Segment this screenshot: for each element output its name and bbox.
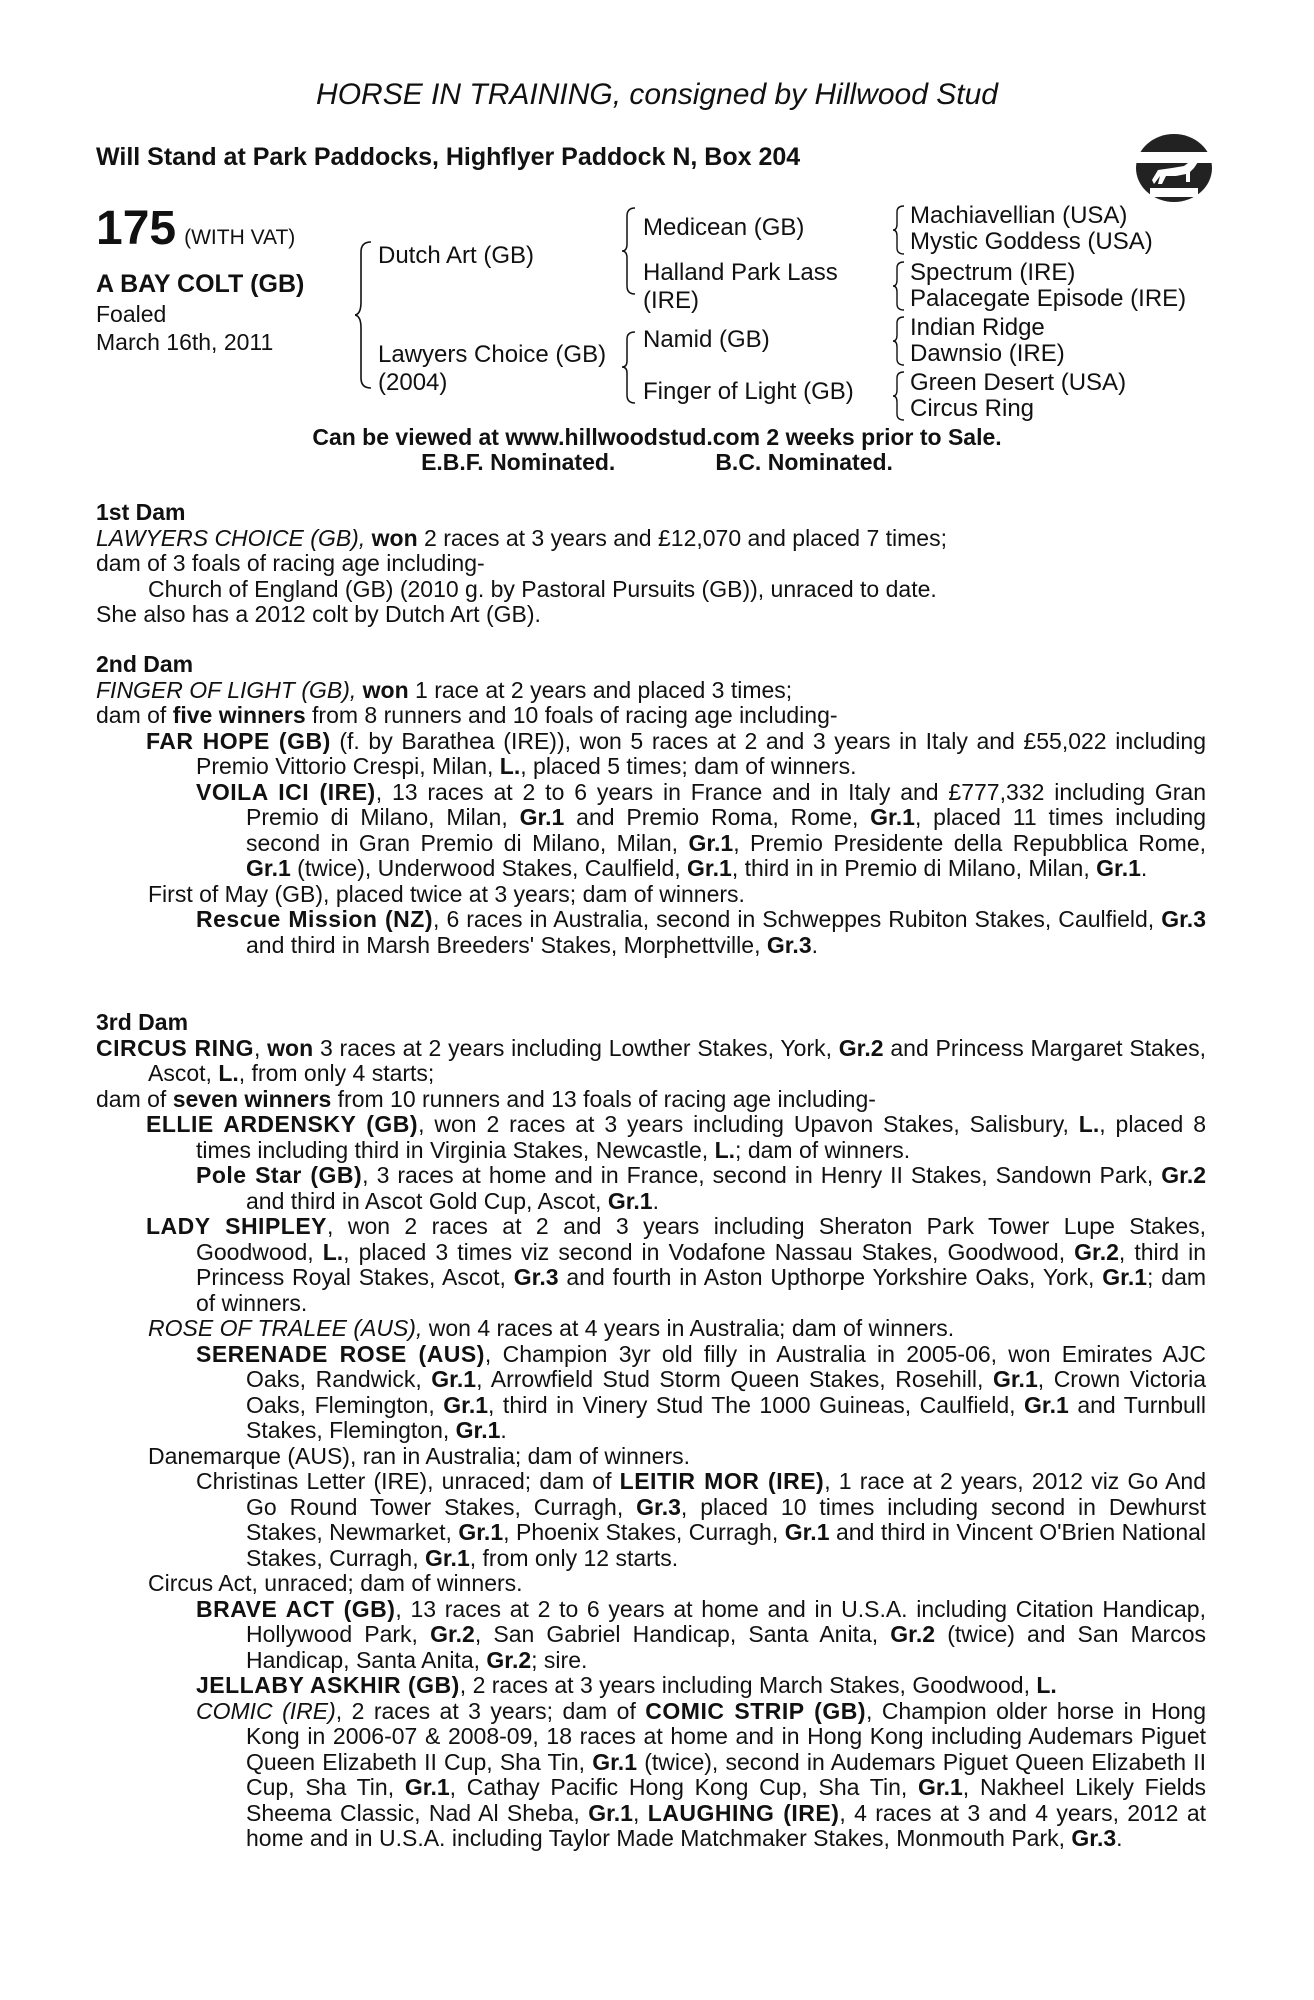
text: , placed 8 times including third in Virginia Stakes, Newcastle, (196, 1111, 1206, 1163)
text: ; dam of winners. (196, 1264, 1207, 1316)
text: (twice) and San Marcos Handicap, Santa Anita, (246, 1621, 1207, 1673)
text: 3 races at 2 years including Lowther Stakes, York, (319, 1034, 832, 1061)
grade: Gr.2 (430, 1621, 475, 1647)
pedigree-brace-sd (893, 260, 907, 312)
circus-ring-entry: CIRCUS RING, won 3 races at 2 years including Lowther Stakes, York, Gr.2 and Princess Margaret Stakes, Ascot, L., from only 4 starts; (96, 1034, 1207, 1086)
text: , 6 races in Australia, second in Schweppes Rubiton Stakes, Caulfield, (433, 906, 1155, 932)
pedigree-dam-dam: Finger of Light (GB) (643, 378, 854, 405)
pedigree-brace-ds (893, 315, 907, 367)
voila-ici-entry: VOILA ICI (IRE), 13 races at 2 to 6 years in France and in Italy and £777,332 including Gran Premio di Milano, Milan, Gr.1 and Premio Roma, Rome, Gr.1, placed 11 times including second in Gran Premio di Milano, Milan, Gr.1, Premio Presidente della Repubblica Rome, Gr.1 (twice), Underwood Stakes, Caulfield, Gr.1, third in in Premio di Milano, Milan, Gr.1. (196, 778, 1207, 881)
text: (twice), Underwood Stakes, Caulfield, (297, 855, 681, 881)
third-dam-title: 3rd Dam (96, 1009, 189, 1035)
text: , 1 race at 2 years, 2012 viz Go And Go Round Tower Stakes, Curragh, (246, 1468, 1207, 1520)
horse-name: Pole Star (GB) (196, 1162, 363, 1188)
pedigree-dam (378, 341, 606, 397)
grade: Gr.1 (424, 1544, 470, 1571)
text: and third in Marsh Breeders' Stakes, Morphettville, (246, 931, 761, 958)
grade: Gr.1 (687, 855, 732, 881)
grade: Gr.1 (455, 1417, 501, 1443)
text: , Arrowfield Stud Storm Queen Stakes, Rosehill, (476, 1366, 984, 1392)
horse-name: ELLIE ARDENSKY (GB) (146, 1111, 419, 1137)
pole-star-entry: Pole Star (GB), 3 races at home and in France, second in Henry II Stakes, Sandown Park, Gr.2 and third in Ascot Gold Cup, Ascot, Gr.1. (196, 1162, 1207, 1214)
horse-name: COMIC (IRE) (196, 1697, 336, 1724)
pedigree-brace-dam (622, 330, 638, 405)
nominations (0, 449, 1314, 476)
text: , third in Princess Royal Stakes, Ascot, (196, 1238, 1207, 1290)
vat-label: (WITH VAT) (184, 226, 296, 249)
circus-act-entry: Circus Act, unraced; dam of winners. (148, 1570, 523, 1596)
grade: Gr.3 (636, 1493, 681, 1520)
text: (twice), second in Audemars Piguet Queen Elizabeth II Cup, Sha Tin, (246, 1748, 1207, 1800)
text: , third in in Premio di Milano, Milan, (731, 855, 1090, 881)
first-dam-name: LAWYERS CHOICE (GB), (96, 524, 366, 551)
rose-of-tralee-entry (96, 1316, 1206, 1342)
text: won 4 races at 4 years in Australia; dam of winners. (428, 1315, 955, 1341)
pedigree-brace-main (355, 240, 375, 390)
rescue-mission-entry: Rescue Mission (NZ), 6 races in Australia, second in Schweppes Rubiton Stakes, Caulfield, Gr.3 and third in Marsh Breeders' Stakes, Morphettville, Gr.3. (196, 906, 1206, 958)
won-text: won (371, 524, 418, 551)
pedigree-sire: Dutch Art (GB) (378, 242, 535, 269)
won-text: won (267, 1034, 314, 1061)
winners-count: seven winners (172, 1085, 332, 1112)
second-dam-name: FINGER OF LIGHT (GB), (96, 676, 357, 703)
horse-name: VOILA ICI (IRE) (196, 778, 376, 805)
pedigree-dam-year: (2004) (378, 369, 448, 396)
text: Christinas Letter (IRE), unraced; dam of (196, 1468, 612, 1494)
text: and Princess Margaret Stakes, Ascot, (148, 1034, 1207, 1086)
text: , 3 races at home and in France, second in Henry II Stakes, Sandown Park, (362, 1162, 1154, 1188)
text: , won 2 races at 3 years including Upavon Stakes, Salisbury, (418, 1111, 1069, 1137)
horse-name: ROSE OF TRALEE (AUS), (148, 1315, 423, 1341)
text: , Crown Victoria Oaks, Flemington, (246, 1366, 1206, 1418)
pedigree-dds: Green Desert (USA) (910, 369, 1127, 396)
serenade-rose-entry: SERENADE ROSE (AUS), Champion 3yr old filly in Australia in 2005-06, won Emirates AJC Oaks, Randwick, Gr.1, Arrowfield Stud Storm Queen Stakes, Rosehill, Gr.1, Crown Victoria Oaks, Flemington, Gr.1, third in Vinery Stud The 1000 Guineas, Caulfield, Gr.1 and Turnbull Stakes, Flemington, Gr.1. (196, 1340, 1207, 1443)
text: , Cathay Pacific Hong Kong Cup, Sha Tin, (449, 1774, 908, 1800)
pedigree-sire-sire: Medicean (GB) (643, 214, 805, 241)
pedigree-brace-sire (622, 206, 638, 296)
pedigree-sds: Spectrum (IRE) (910, 259, 1076, 286)
christinas-letter-entry (96, 1469, 1206, 1571)
grade: Gr.1 (992, 1366, 1038, 1392)
grade: Gr.1 (918, 1774, 963, 1800)
grade: Gr.1 (246, 855, 291, 881)
listed-grade: L. (1036, 1672, 1057, 1698)
text: (f. by Barathea (IRE)), won 5 races at 2 and 3 years in Italy and £55,022 including Premio Vittorio Crespi, Milan, (196, 727, 1206, 779)
second-dam-section (96, 652, 1206, 958)
pedigree-sss: Machiavellian (USA) (910, 202, 1128, 229)
text: and Turnbull Stakes, Flemington, (246, 1391, 1207, 1443)
first-of-may-entry: First of May (GB), placed twice at 3 years; dam of winners. (148, 880, 745, 907)
foaled-info (96, 300, 273, 356)
text: , third in Vinery Stud The 1000 Guineas, Caulfield, (488, 1391, 1016, 1418)
horse-badge-icon (1132, 128, 1216, 208)
text: , from only 12 starts. (469, 1544, 679, 1571)
text: and Premio Roma, Rome, (576, 804, 859, 830)
lot-number: 175 (96, 202, 177, 255)
text: , 2 races at 3 years including March Stakes, Goodwood, (459, 1672, 1030, 1698)
won-text: won (362, 676, 409, 703)
stand-location: Will Stand at Park Paddocks, Highflyer Paddock N, Box 204 (96, 143, 801, 171)
text: , Champion 3yr old filly in Australia in 2005-06, won Emirates AJC Oaks, Randwick, (246, 1340, 1206, 1392)
horse-name: FAR HOPE (GB) (146, 727, 331, 754)
grade: Gr.1 (431, 1366, 477, 1392)
first-dam-title: 1st Dam (96, 499, 186, 525)
grade: Gr.2 (1161, 1162, 1207, 1188)
text: ; sire. (531, 1646, 588, 1673)
text: , San Gabriel Handicap, Santa Anita, (474, 1621, 879, 1647)
listed-grade: L. (499, 753, 521, 779)
grade: Gr.2 (486, 1646, 532, 1673)
grade: Gr.1 (1096, 855, 1141, 881)
page-heading: HORSE IN TRAINING, consigned by Hillwood Stud (316, 78, 998, 111)
horse-name: COMIC STRIP (GB) (645, 1697, 866, 1724)
training-bonus-badge (1132, 128, 1216, 208)
text: from 8 runners and 10 foals of racing age including- (312, 702, 838, 728)
pedigree-ddd: Circus Ring (910, 395, 1035, 422)
comic-entry: COMIC (IRE), 2 races at 3 years; dam of COMIC STRIP (GB), Champion older horse in Hong Kong in 2006-07 & 2008-09, 18 races at home and in Hong Kong including Audemars Piguet Queen Elizabeth II Cup, Sha Tin, Gr.1 (twice), second in Audemars Piguet Queen Elizabeth II Cup, Sha Tin, Gr.1, Cathay Pacific Hong Kong Cup, Sha Tin, Gr.1, Nakheel Likely Fields Sheema Classic, Nad Al Sheba, Gr.1, LAUGHING (IRE), 4 races at 3 and 4 years, 2012 at home and in U.S.A. including Taylor Made Matchmaker Stakes, Monmouth Park, Gr.3. (196, 1697, 1207, 1851)
foaled-date: March 16th, 2011 (96, 329, 274, 355)
pedigree-brace-ss (893, 204, 907, 256)
pedigree-ssd: Mystic Goddess (USA) (910, 228, 1153, 255)
grade: Gr.1 (607, 1187, 653, 1214)
grade: Gr.1 (588, 1799, 633, 1826)
listed-grade: L. (218, 1060, 239, 1086)
text: , won 2 races at 2 and 3 years including Sheraton Park Tower Lupe Stakes, Goodwood, (196, 1213, 1207, 1265)
horse-name: LAUGHING (IRE) (647, 1799, 840, 1826)
pedigree-dam-sire: Namid (GB) (643, 326, 770, 353)
text: , placed 10 times including second in Dewhurst Stakes, Newmarket, (246, 1493, 1206, 1545)
text: and third in Vincent O'Brien National Stakes, Curragh, (246, 1519, 1207, 1571)
lot-number-block (96, 202, 296, 255)
first-dam-note: She also has a 2012 colt by Dutch Art (GB). (96, 601, 541, 627)
pedigree-sire-dam-country: (IRE) (643, 287, 699, 314)
listed-grade: L. (1078, 1111, 1100, 1137)
third-dam-section (96, 1010, 1206, 1852)
text: , Phoenix Stakes, Curragh, (503, 1519, 779, 1545)
lot-description: A BAY COLT (GB) (96, 270, 305, 298)
text: , Premio Presidente della Repubblica Rome, (733, 829, 1206, 856)
lady-shipley-entry (96, 1214, 1206, 1316)
grade: Gr.3 (513, 1264, 559, 1290)
second-dam-record: 1 race at 2 years and placed 3 times; (415, 676, 793, 703)
first-dam-record: 2 races at 3 years and £12,070 and placed 7 times; (424, 524, 947, 551)
grade: Gr.1 (1024, 1391, 1069, 1418)
grade: Gr.3 (766, 931, 812, 958)
grade: Gr.3 (1161, 906, 1206, 932)
text: , Champion older horse in Hong Kong in 2006-07 & 2008-09, 18 races at home and in Hong Kong including Audemars Piguet Queen Elizabeth II Cup, Sha Tin, (246, 1697, 1206, 1775)
horse-name: JELLABY ASKHIR (GB) (196, 1672, 460, 1698)
far-hope-entry (96, 729, 1206, 780)
brave-act-entry (96, 1597, 1206, 1674)
pedigree-sire-dam-name: Halland Park Lass (643, 259, 838, 286)
grade: Gr.3 (1071, 1825, 1117, 1851)
second-dam-title: 2nd Dam (96, 651, 194, 677)
text: , 13 races at 2 to 6 years at home and in U.S.A. including Citation Handicap, Hollywood Park, (246, 1595, 1206, 1647)
text: and fourth in Aston Upthorpe Yorkshire Oaks, York, (566, 1264, 1095, 1290)
text: , from only 4 starts; (238, 1060, 435, 1086)
pedigree-brace-dd (893, 370, 907, 422)
grade: Gr.1 (519, 804, 565, 830)
text: , placed 3 times viz second in Vodafone Nassau Stakes, Goodwood, (343, 1238, 1066, 1265)
grade: Gr.2 (838, 1034, 884, 1061)
text: , placed 11 times including second in Gran Premio di Milano, Milan, (246, 804, 1207, 856)
pedigree-dsd: Dawnsio (IRE) (910, 340, 1065, 367)
grade: Gr.1 (1102, 1264, 1148, 1290)
text: ; dam of winners. (735, 1136, 911, 1163)
horse-name: Rescue Mission (NZ) (196, 906, 434, 932)
text: , placed 5 times; dam of winners. (520, 753, 857, 779)
grade: Gr.2 (890, 1621, 936, 1647)
ebf-nominated: E.B.F. Nominated. (421, 449, 616, 475)
grade: Gr.1 (688, 829, 734, 856)
bc-nominated: B.C. Nominated. (715, 449, 893, 475)
text: and third in Ascot Gold Cup, Ascot, (246, 1187, 602, 1214)
text: , Nakheel Likely Fields Sheema Classic, Nad Al Sheba, (246, 1774, 1207, 1826)
horse-name: LADY SHIPLEY (146, 1213, 328, 1239)
grade: Gr.1 (404, 1774, 450, 1800)
horse-name: CIRCUS RING (96, 1034, 254, 1061)
grade: Gr.1 (443, 1391, 489, 1418)
viewing-note: Can be viewed at www.hillwoodstud.com 2 weeks prior to Sale. (312, 424, 1002, 450)
grade: Gr.2 (1074, 1238, 1119, 1265)
horse-name: SERENADE ROSE (AUS) (196, 1340, 485, 1367)
foaled-label: Foaled (96, 301, 167, 327)
grade: Gr.1 (870, 804, 915, 830)
listed-grade: L. (322, 1238, 344, 1265)
winners-count: five winners (172, 702, 306, 728)
pedigree-dam-name: Lawyers Choice (GB) (378, 341, 607, 368)
pedigree-sdd: Palacegate Episode (IRE) (910, 285, 1187, 312)
first-dam-produce: dam of 3 foals of racing age including- (96, 550, 485, 576)
text: from 10 runners and 13 foals of racing age including- (337, 1085, 876, 1112)
first-dam-foal: Church of England (GB) (2010 g. by Pastoral Pursuits (GB)), unraced to date. (148, 575, 937, 602)
grade: Gr.1 (784, 1519, 830, 1545)
text: dam of (96, 1085, 167, 1112)
listed-grade: L. (714, 1136, 736, 1163)
first-dam-section (96, 500, 1206, 628)
horse-name: LEITIR MOR (IRE) (619, 1468, 825, 1494)
danemarque-entry: Danemarque (AUS), ran in Australia; dam of winners. (148, 1442, 691, 1469)
pedigree-sire-dam (643, 259, 838, 315)
text: , 2 races at 3 years; dam of (335, 1697, 636, 1724)
ellie-ardensky-entry (96, 1112, 1206, 1163)
jellaby-askhir-entry (96, 1673, 1206, 1699)
grade: Gr.1 (458, 1519, 504, 1545)
text: , 13 races at 2 to 6 years in France and in Italy and £777,332 including Gran Premio di Milano, Milan, (246, 778, 1207, 830)
horse-name: BRAVE ACT (GB) (196, 1595, 396, 1622)
text: , 4 races at 3 and 4 years, 2012 at home and in U.S.A. including Taylor Made Matchmaker Stakes, Monmouth Park, (246, 1799, 1207, 1851)
grade: Gr.1 (592, 1748, 637, 1775)
pedigree-dss: Indian Ridge (910, 314, 1045, 341)
text: dam of (96, 702, 167, 728)
